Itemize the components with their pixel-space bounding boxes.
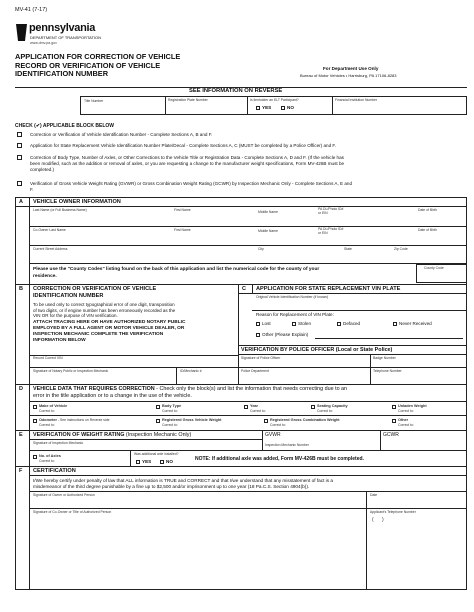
- mechanic-number-field[interactable]: ID/Mechanic #: [180, 369, 202, 373]
- section-c-title: APPLICATION FOR STATE REPLACEMENT VIN PLATE: [256, 286, 401, 292]
- owner-last-name-field[interactable]: Last Name (or Full Business Name): [33, 208, 87, 212]
- dept-use-label: For Department Use Only: [323, 66, 379, 71]
- rgvw-label: Registered Gross Vehicle Weight: [162, 418, 222, 422]
- phone-area-code-parens: ( ): [372, 517, 384, 523]
- axles-label: No. of Axles: [39, 454, 61, 458]
- badge-number-field[interactable]: Badge Number: [373, 356, 396, 360]
- registration-plate-field[interactable]: Registration Plate Number: [168, 98, 208, 102]
- seating-checkbox[interactable]: [311, 405, 315, 409]
- section-b-tracing-note: ATTACH TRACING HERE OR HAVE AUTHORIZED NOTARY PUBLIC EMPLOYED BY A FULL AGENT OR MOTOR VEHICLE DEALER, OR INSPECTION MECHANIC COMPLETE THE VERIFICATION INFORMATION BELOW: [33, 320, 186, 343]
- coowner-signature-field[interactable]: Signature of Co-Owner or Title of Authorized Person: [33, 510, 112, 514]
- reason-defaced-label: Defaced: [343, 321, 361, 326]
- year-correct-to[interactable]: Correct to:: [250, 409, 266, 413]
- section-d-letter: D: [19, 386, 23, 392]
- body-type-correct-to[interactable]: Correct to:: [162, 409, 178, 413]
- rgcw-label: Registered Gross Combination Weight: [270, 418, 340, 422]
- street-address-field[interactable]: Current Street Address: [33, 247, 68, 251]
- reason-stolen-label: Stolen: [298, 321, 312, 326]
- see-reverse-heading: SEE INFORMATION ON REVERSE: [189, 88, 283, 94]
- option-body-type-label-cont: been modified, such as the addition or removal of axles, or you are requesting a change to the manufacturer weight specifications, Form MV-426B must be: [30, 161, 345, 166]
- other-correct-to[interactable]: Correct to:: [398, 423, 414, 427]
- unladen-weight-checkbox[interactable]: [392, 405, 396, 409]
- record-correct-vin-field[interactable]: Record Correct VIN: [33, 356, 63, 360]
- replacement-reason-label: Reason for Replacement of VIN Plate:: [256, 312, 334, 317]
- state-field[interactable]: State: [344, 247, 352, 251]
- option-body-type-label: Correction of Body Type, Number of Axles, or Other Corrections to the Vehicle Title or Registration Data - Complete Sections A, D and F. (If the vehicle has: [30, 155, 344, 160]
- axle-added-no-label: NO: [166, 459, 173, 464]
- section-e-letter: E: [19, 432, 23, 438]
- original-vin-field[interactable]: Original Vehicle Identification Number (if known): [256, 295, 329, 299]
- elt-no-checkbox[interactable]: [281, 106, 285, 110]
- rgcw-checkbox[interactable]: [264, 419, 268, 423]
- owner-dob-field[interactable]: Date of Birth: [418, 208, 437, 212]
- odometer-checkbox[interactable]: [33, 419, 37, 423]
- section-d-title: VEHICLE DATA THAT REQUIRES CORRECTION - Check only the block(s) and list the information that needs correcting due to an: [33, 386, 348, 392]
- make-label: Make of Vehicle: [39, 404, 68, 408]
- police-department-field[interactable]: Police Department: [241, 369, 269, 373]
- odometer-label: Odometer - See instructions on Reverse side: [39, 418, 110, 422]
- gvwr-field[interactable]: GVWR: [265, 432, 281, 438]
- owner-first-name-field[interactable]: First Name: [174, 208, 191, 212]
- coowner-dl-field[interactable]: PA DL/Photo ID#: [318, 227, 344, 231]
- bureau-address: Bureau of Motor Vehicles • Harrisburg, PA 17106-8283: [300, 73, 397, 78]
- reason-lost-label: Lost: [262, 321, 271, 326]
- make-correct-to[interactable]: Correct to:: [39, 409, 55, 413]
- axle-added-yes-checkbox[interactable]: [136, 460, 140, 464]
- axles-checkbox[interactable]: [33, 455, 37, 459]
- body-type-label: Body Type: [162, 404, 182, 408]
- reason-defaced-checkbox[interactable]: [337, 322, 341, 326]
- option-replacement-checkbox[interactable]: [17, 143, 22, 148]
- axle-added-question: Was additional axle installed?: [134, 452, 179, 456]
- mechanic-signature-field[interactable]: Signature of Inspection Mechanic: [33, 441, 84, 445]
- section-e-title: VERIFICATION OF WEIGHT RATING (Inspection Mechanic Only): [33, 432, 192, 438]
- city-field[interactable]: City: [258, 247, 264, 251]
- reason-other-label: Other (Please Explain): [262, 332, 309, 337]
- other-checkbox[interactable]: [392, 419, 396, 423]
- police-signature-field[interactable]: Signature of Police Officer: [241, 356, 281, 360]
- title-number-field[interactable]: Title Number: [84, 99, 104, 103]
- financial-institution-field[interactable]: Financial Institution Number: [335, 98, 378, 102]
- section-b-letter: B: [19, 286, 23, 292]
- department-name: DEPARTMENT OF TRANSPORTATION: [30, 35, 102, 40]
- county-note: Please use the "County Codes" listing found on the back of this application and list the numerical code for the county of your: [33, 267, 320, 272]
- elt-question: Is lienholder an ELT Participant?: [250, 98, 299, 102]
- axles-correct-to[interactable]: Correct to:: [39, 459, 55, 463]
- option-vin-label: Correction or Verification of Vehicle Identification Number - Complete Sections A, B and F.: [30, 132, 213, 137]
- reason-lost-checkbox[interactable]: [256, 322, 260, 326]
- section-c-letter: C: [242, 286, 246, 292]
- coowner-dob-field[interactable]: Date of Birth: [418, 228, 437, 232]
- section-f-title: CERTIFICATION: [33, 468, 76, 474]
- police-verification-title: VERIFICATION BY POLICE OFFICER (Local or State Police): [241, 347, 393, 353]
- option-vin-checkbox[interactable]: [17, 132, 22, 137]
- section-b-instructions: To be used only to correct typographical error of one digit, transposition of two digits, or if engine number has been erroneously recorded as the VIN OR for the purpose of VIN verification.: [33, 302, 176, 318]
- rgvw-correct-to[interactable]: Correct to:: [162, 423, 178, 427]
- applicant-phone-field[interactable]: Applicant's Telephone Number: [370, 510, 416, 514]
- unladen-weight-label: Unladen Weight: [398, 404, 427, 408]
- odometer-correct-to[interactable]: Correct to:: [39, 423, 55, 427]
- section-d-title-cont: error in the title application or to a change in the use of the vehicle.: [33, 393, 192, 399]
- police-phone-field[interactable]: Telephone Number: [373, 369, 402, 373]
- gcwr-field[interactable]: GCWR: [383, 432, 399, 438]
- rgcw-correct-to[interactable]: Correct to:: [270, 423, 286, 427]
- check-instruction: CHECK (✔) APPLICABLE BLOCK BELOW: [15, 123, 114, 129]
- option-weight-label: Verification of Gross Vehicle Weight Rating (GVWR) or Gross Combination Weight Rating (GCWR) by Inspection Mechanic Only - Complete Sections A, E and: [30, 181, 353, 186]
- option-body-type-label-cont2: completed.): [30, 167, 55, 172]
- owner-dl-field[interactable]: PA DL/Photo ID#: [318, 207, 344, 211]
- coowner-last-name-field[interactable]: Co-Owner Last Name: [33, 228, 66, 232]
- state-wordmark: pennsylvania: [29, 22, 96, 34]
- axle-added-yes-label: YES: [142, 459, 152, 464]
- coowner-middle-name-field[interactable]: Middle Name: [258, 229, 278, 233]
- other-label: Other: [398, 418, 409, 422]
- zip-field[interactable]: Zip Code: [394, 247, 408, 251]
- coowner-first-name-field[interactable]: First Name: [174, 228, 191, 232]
- section-f-letter: F: [19, 468, 23, 474]
- body-type-checkbox[interactable]: [156, 405, 160, 409]
- option-weight-checkbox[interactable]: [17, 181, 22, 186]
- reason-other-checkbox[interactable]: [256, 333, 260, 337]
- reason-never-received-checkbox[interactable]: [393, 322, 397, 326]
- county-note-cont: residence.: [33, 274, 57, 279]
- section-b-title: CORRECTION OR VERIFICATION OF VEHICLE IDENTIFICATION NUMBER: [33, 286, 157, 299]
- owner-signature-date-field[interactable]: Date: [370, 493, 378, 497]
- axle-note: NOTE: If additional axle was added, Form MV-426B must be completed.: [195, 456, 364, 462]
- axle-added-no-checkbox[interactable]: [160, 460, 164, 464]
- section-a-title: VEHICLE OWNER INFORMATION: [33, 199, 121, 205]
- seating-correct-to[interactable]: Correct to:: [317, 409, 333, 413]
- owner-ein-label: or EIN: [318, 211, 328, 215]
- certification-statement: I/We hereby certify under penalty of law that ALL information is TRUE and CORRECT and that I/we understand that any misstatement of fact is a misdemeanor of the third degree punishable by a fine up to $2,500 and/or imprisonment up to one year (18 Pa.C.S. Section 4904(b)).: [33, 478, 333, 490]
- option-weight-label-cont: F.: [30, 187, 34, 192]
- elt-yes-label: YES: [262, 105, 272, 110]
- year-label: Year: [250, 404, 259, 408]
- form-id: MV-41 (7-17): [15, 7, 48, 13]
- make-checkbox[interactable]: [33, 405, 37, 409]
- reason-never-received-label: Never Received: [399, 321, 432, 326]
- rgvw-checkbox[interactable]: [156, 419, 160, 423]
- reason-stolen-checkbox[interactable]: [292, 322, 296, 326]
- owner-signature-field[interactable]: Signature of Owner or Authorized Person: [33, 493, 95, 497]
- owner-middle-name-field[interactable]: Middle Name: [258, 210, 278, 214]
- option-replacement-label: Application for State Replacement Vehicle Identification Number Plate/Decal - Complete Sections A, C (MUST be completed by a Police Officer) and F.: [30, 143, 336, 148]
- year-checkbox[interactable]: [244, 405, 248, 409]
- keystone-logo-icon: [16, 24, 27, 46]
- seating-label: Seating Capacity: [317, 404, 348, 408]
- section-a-letter: A: [19, 199, 23, 205]
- option-body-type-checkbox[interactable]: [17, 155, 22, 160]
- coowner-ein-label: or EIN: [318, 231, 328, 235]
- website: www.dmv.pa.gov: [30, 41, 57, 45]
- county-code-label: County Code: [424, 266, 444, 270]
- unladen-correct-to[interactable]: Correct to:: [398, 409, 414, 413]
- elt-no-label: NO: [287, 105, 294, 110]
- inspection-mechanic-number-field[interactable]: Inspection Mechanic Number: [265, 443, 309, 447]
- elt-yes-checkbox[interactable]: [256, 106, 260, 110]
- notary-signature-field[interactable]: Signature of Notary Public or Inspection Mechanic: [33, 369, 109, 373]
- page-title: APPLICATION FOR CORRECTION OF VEHICLE RECORD OR VERIFICATION OF VEHICLE IDENTIFICATION NUMBER: [15, 52, 181, 79]
